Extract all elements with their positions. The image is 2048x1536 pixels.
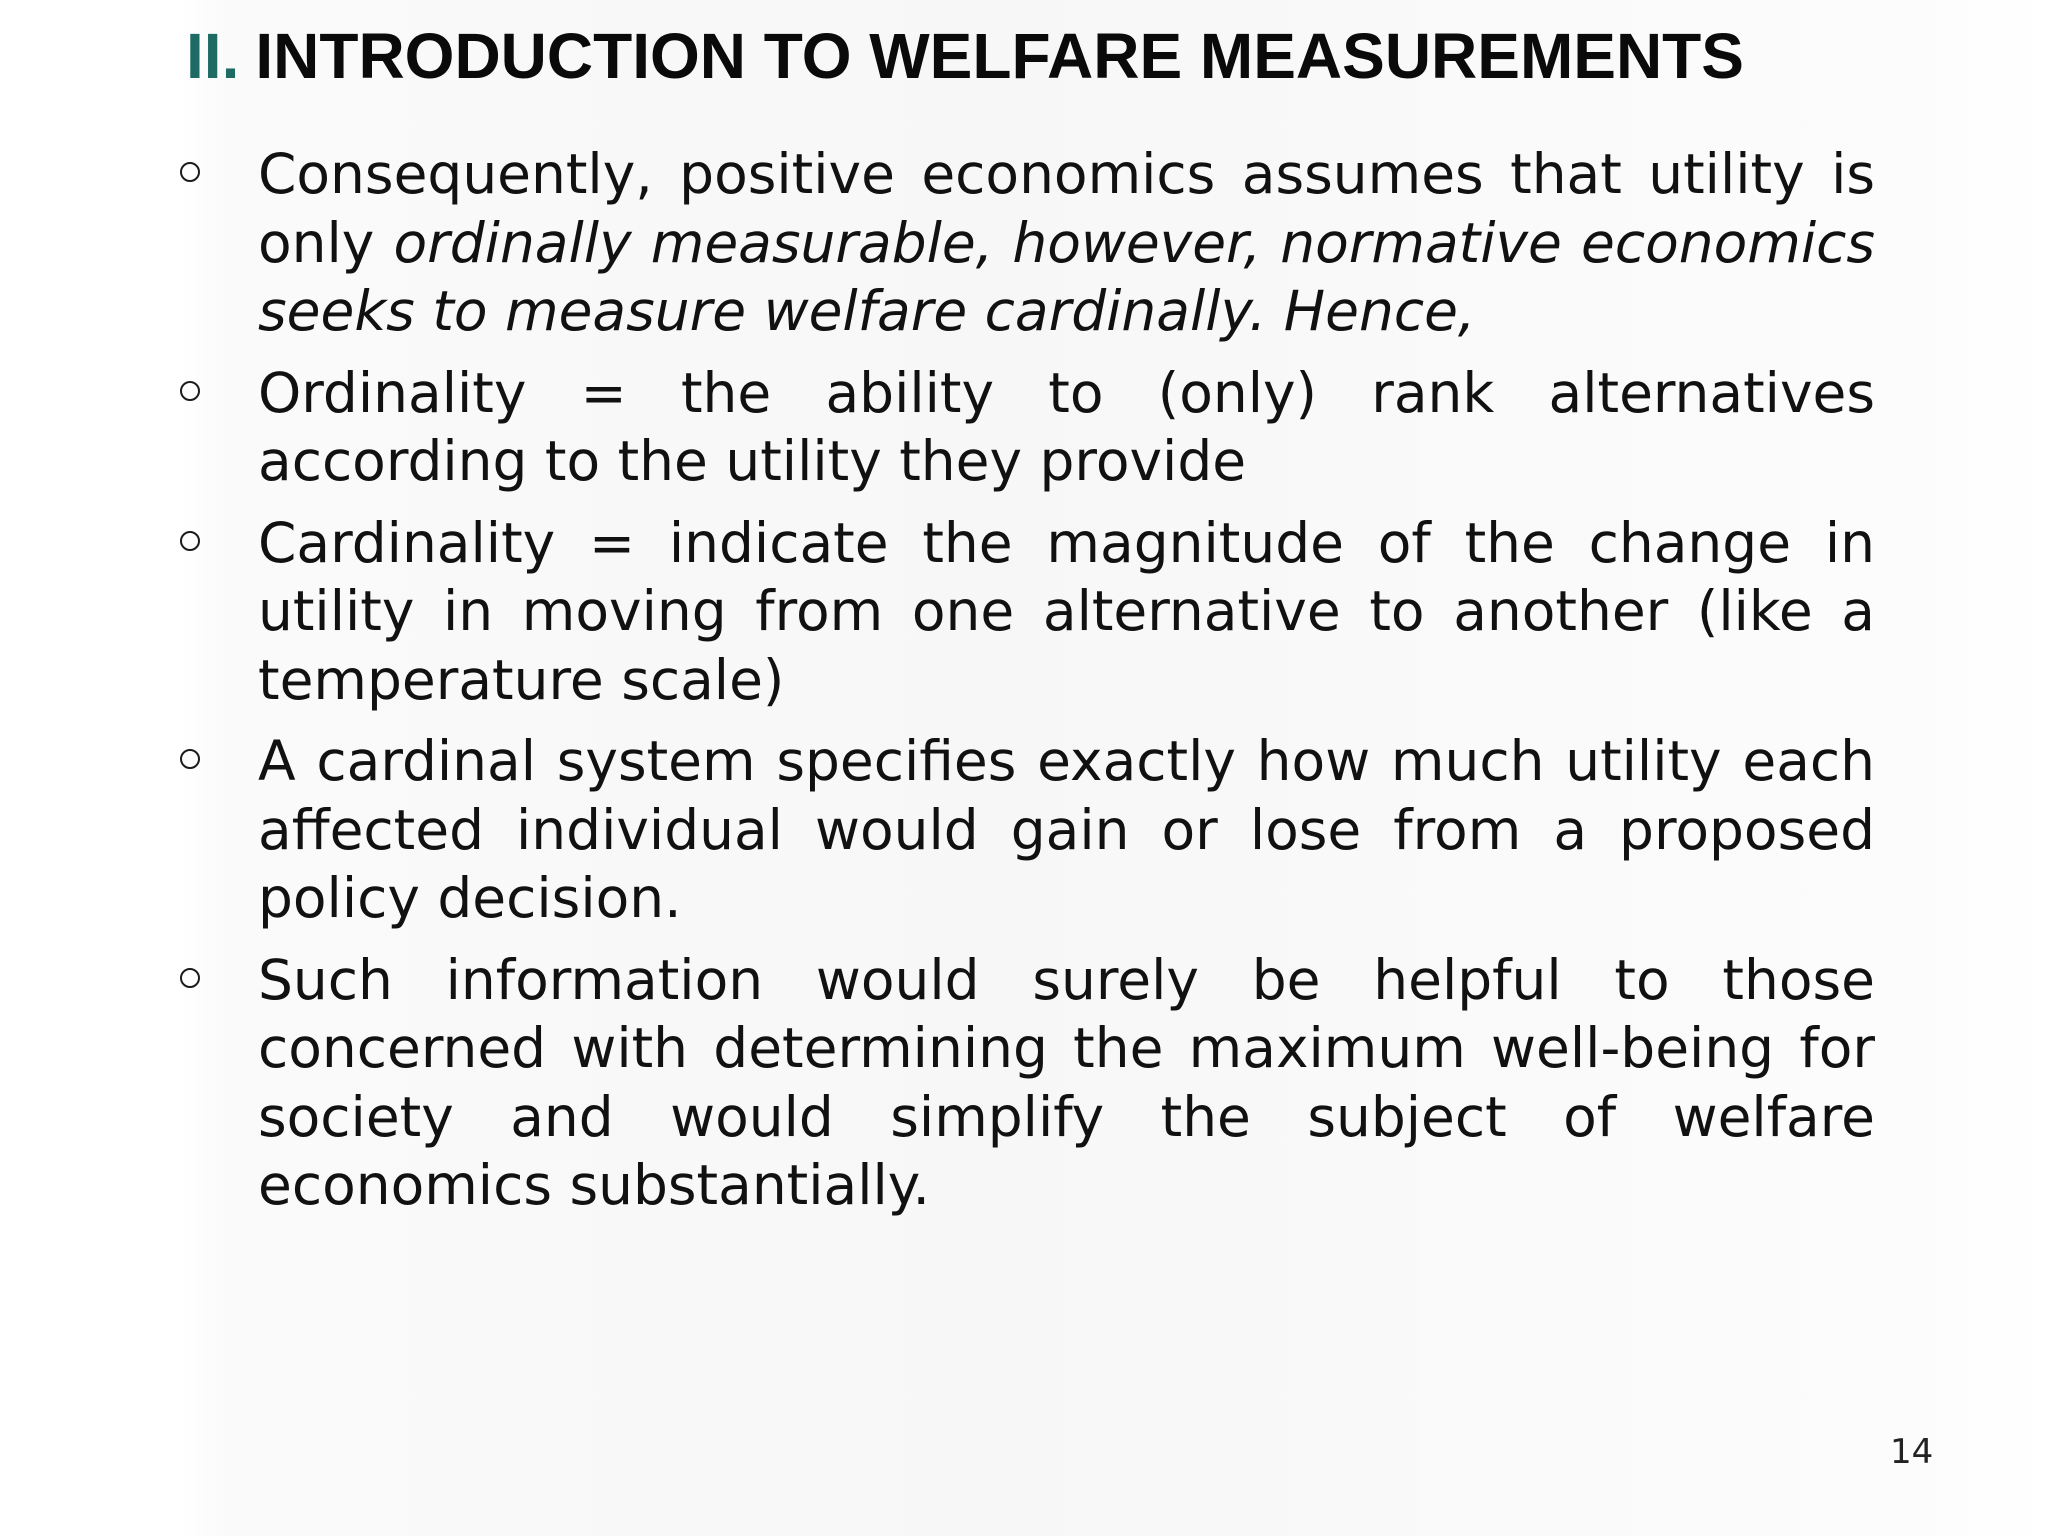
title-numeral: II. — [186, 20, 240, 92]
bullet-text: Ordinality = the ability to (only) rank alternatives according to the utility they provide — [258, 360, 1875, 493]
hollow-circle-bullet-icon — [180, 749, 200, 769]
bullet-text: Cardinality = indicate the magnitude of the change in utility in moving from one alternative to another (like a temperature scale) — [258, 510, 1875, 712]
bullet-text: A cardinal system specifies exactly how much utility each affected individual would gain or lose from a proposed policy decision. — [258, 729, 1875, 930]
bullet-item-cardinality — [180, 509, 1875, 715]
hollow-circle-bullet-icon — [180, 162, 200, 182]
hollow-circle-bullet-icon — [180, 968, 200, 988]
slide-title — [186, 14, 1744, 98]
hollow-circle-bullet-icon — [180, 381, 200, 401]
bullet-text-plain: Consequently, positive economics assumes that utility is only — [258, 142, 1875, 275]
bullet-list — [180, 140, 1875, 1233]
title-text: INTRODUCTION TO WELFARE MEASUREMENTS — [255, 20, 1744, 92]
bullet-item-cardinal-system — [180, 727, 1875, 933]
bullet-item-such-information — [180, 946, 1875, 1220]
bullet-text: Such information would surely be helpful to those concerned with determining the maximum well-being for society and would simplify the subject of welfare economics substantially. — [258, 947, 1875, 1217]
bullet-text-italic: ordinally measurable, however, normative economics seeks to measure welfare cardinally. Hence, — [258, 210, 1875, 343]
page-number: 14 — [1890, 1432, 1934, 1472]
bullet-item-ordinality — [180, 359, 1875, 496]
bullet-item-positive-economics — [180, 140, 1875, 346]
hollow-circle-bullet-icon — [180, 531, 200, 551]
